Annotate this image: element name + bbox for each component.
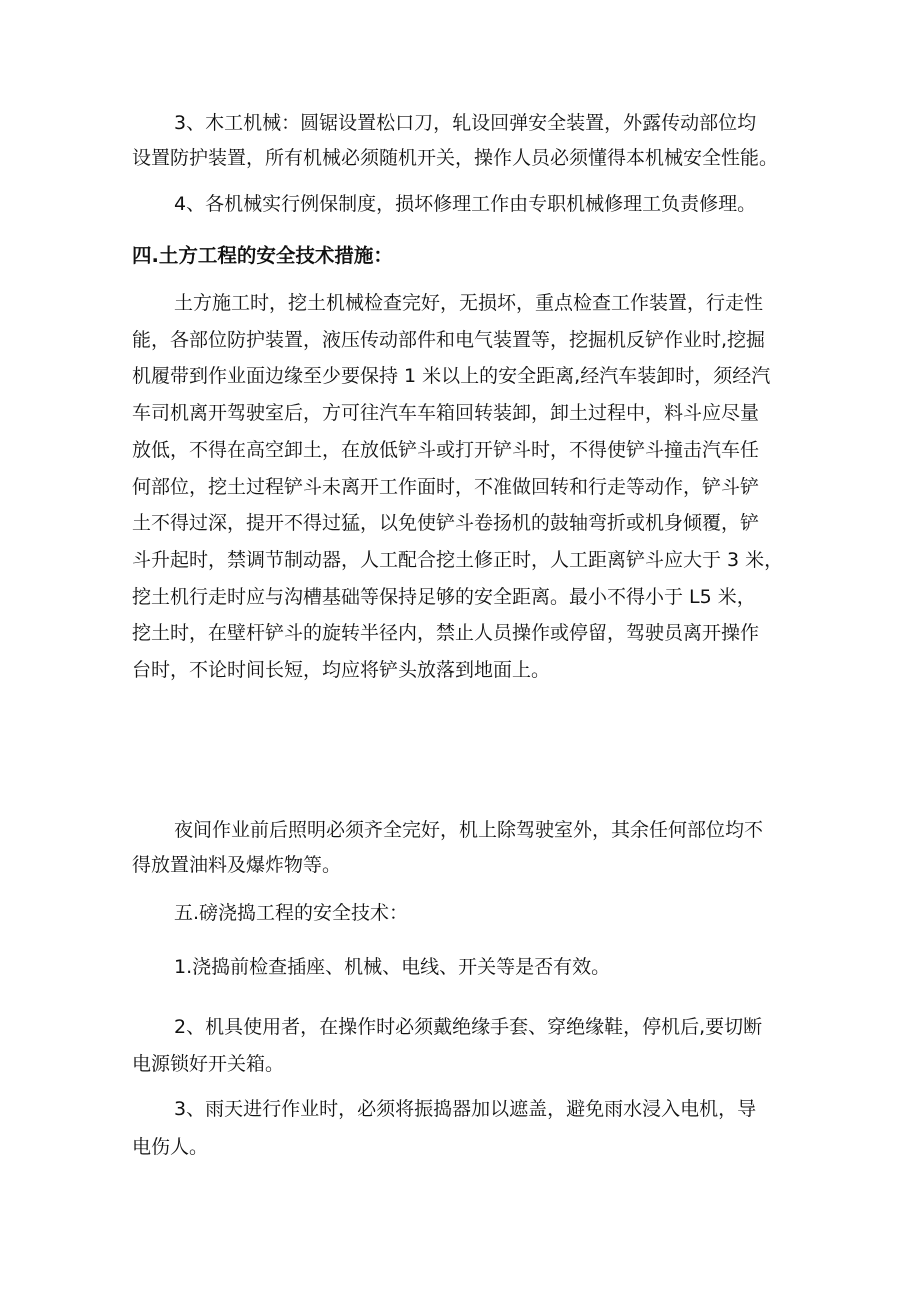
text-line: 挖土机行走时应与沟槽基础等保持足够的安全距离。最小不得小于 L5 米， <box>132 585 756 608</box>
text-line: 得放置油料及爆炸物等。 <box>132 853 342 876</box>
paragraph-night-work <box>132 813 792 882</box>
text-line: 电伤人。 <box>132 1136 209 1158</box>
paragraph-rain <box>132 1090 792 1166</box>
text-line: 土不得过深，提开不得过猛，以免使铲斗卷扬机的鼓轴弯折或机身倾覆，铲 <box>132 512 760 535</box>
text-line: 挖土时，在壁杆铲斗的旋转半径内，禁止人员操作或停留，驾驶员离开操作 <box>132 622 760 645</box>
text-line: 车司机离开驾驶室后，方可往汽车车箱回转装卸，卸土过程中，料斗应尽量 <box>132 402 760 425</box>
text-line: 斗升起时，禁调节制动器，人工配合挖土修正时，人工距离铲斗应大于 3 米， <box>132 548 784 571</box>
paragraph-maintenance <box>132 187 792 222</box>
paragraph-check-equipment <box>132 950 792 985</box>
text-line: 何部位，挖土过程铲斗未离开工作面时，不准做回转和行走等动作，铲斗铲 <box>132 475 760 498</box>
text-line: 放低，不得在高空卸土，在放低铲斗或打开铲斗时，不得使铲斗撞击汽车任 <box>132 438 760 461</box>
text-line: 台时，不论时间长短，均应将铲头放落到地面上。 <box>132 659 551 682</box>
text-line: 4、各机械实行例保制度，损坏修理工作由专职机械修理工负责修理。 <box>174 193 757 215</box>
text-line: 电源锁好开关箱。 <box>132 1053 285 1075</box>
section-heading-4: 四.土方工程的安全技术措施： <box>132 244 393 267</box>
text-line: 机履带到作业面边缘至少要保持 1 米以上的安全距离,经汽车装卸时，须经汽 <box>132 365 771 388</box>
paragraph-insulation <box>132 1009 792 1083</box>
text-line: 2、机具使用者，在操作时必须戴绝缘手套、穿绝缘鞋，停机后,要切断 <box>174 1016 763 1038</box>
text-line: 能，各部位防护装置，液压传动部件和电气装置等，挖掘机反铲作业时,挖掘 <box>132 328 766 351</box>
text-line: 3、木工机械：圆锯设置松口刀，轧设回弹安全装置，外露传动部位均 <box>174 112 757 134</box>
section-heading-5: 五.磅浇捣工程的安全技术： <box>174 902 409 924</box>
text-line: 3、雨天进行作业时，必须将振捣器加以遮盖，避免雨水浸入电机，导 <box>174 1098 757 1120</box>
text-line: 土方施工时，挖土机械检查完好，无损坏，重点检查工作装置，行走性 <box>174 292 764 314</box>
paragraph-woodworking <box>132 106 792 175</box>
paragraph-earthwork <box>132 285 792 689</box>
text-line: 设置防护装置，所有机械必须随机开关，操作人员必须懂得本机械安全性能。 <box>132 146 779 169</box>
text-line: 1.浇捣前检查插座、机械、电线、开关等是否有效。 <box>174 956 611 978</box>
text-line: 夜间作业前后照明必须齐全完好，机上除驾驶室外，其余任何部位均不 <box>174 819 764 841</box>
